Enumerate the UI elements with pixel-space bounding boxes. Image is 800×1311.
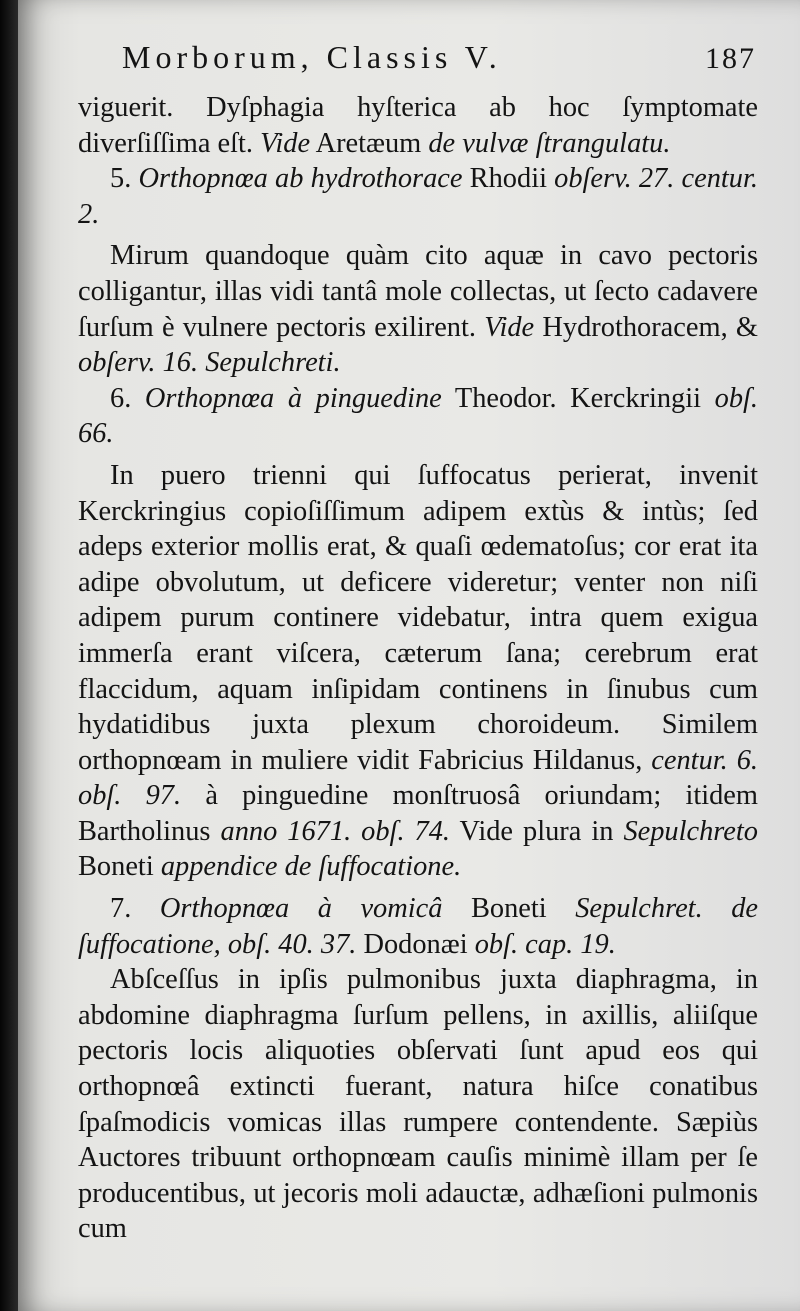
italic-run: obſ. 66. [78, 382, 759, 450]
italic-run: obſerv. 27. centur. 2. [78, 163, 758, 230]
page-number: 187 [705, 42, 756, 75]
text-run: Hydrothoracem, & [534, 311, 758, 343]
text-run: 5. [110, 163, 139, 195]
italic-run: Orthopnœa à vomicâ [159, 893, 443, 925]
italic-run: centur. 6. obſ. 97. [78, 744, 758, 812]
text-run: Vide plura in [450, 815, 624, 847]
text-run: Boneti [78, 851, 161, 883]
text-run: Dodonæi [356, 928, 475, 960]
section-heading-5 [78, 161, 758, 232]
text-run: Mirum quandoque quàm cito aquæ in cavo pectoris colligantur, illas vidi tantâ mole collectas, ut ſecto cadavere ſurſum è vulnere pectoris exilirent. [78, 240, 758, 343]
section-heading-7 [78, 891, 758, 962]
italic-run: Sepulchret. de ſuffocatione, obſ. 40. 37. [78, 893, 759, 960]
page-text [78, 40, 758, 1247]
text-run: Rhodii [462, 163, 555, 195]
paragraph-hydrothorax [78, 238, 758, 380]
section-heading-6 [78, 381, 758, 452]
running-title: Morborum, Classis V. [122, 39, 502, 75]
text-run: 7. [110, 893, 160, 925]
italic-run: Vide [260, 127, 311, 159]
text-run: Abſceſſus in ipſis pulmonibus juxta diaphragma, in abdomine diaphragma ſurſum pellens, in axillis, aliiſque pectoris locis aliquoties obſervati ſunt apud eos qui orthopnœâ extincti fuerant, natura hiſce conatibus ſpaſmodicis vomicas illas rumpere contendente. Sæpiùs Auctores tribuunt orthopnœam cauſis minimè illam per ſe producentibus, ut jecoris moli adauctæ, adhæſioni pulmonis cum [78, 964, 758, 1245]
italic-run: Sepulchreto [623, 815, 758, 847]
italic-run: obſ. cap. 19. [474, 928, 616, 960]
text-run: In puero trienni qui ſuffocatus perierat, invenit Kerckringius copioſiſſimum adipem extùs & intùs; ſed adeps exterior mollis erat, & quaſi œdematoſus; cor erat ita adipe obvolutum, ut deficere videretur; venter non niſi adipem purum continere videbatur, intra quem exigua immerſa erant viſcera, cæterum ſana; cerebrum erat flaccidum, aquam inſipidam continens in ſinubus cum hydatidibus juxta plexum choroideum. Similem orthopnœam in muliere vidit Fabricius Hildanus, [78, 459, 758, 776]
italic-run: obſerv. 16. Sepulchreti. [78, 347, 341, 379]
text-run: Boneti [442, 893, 576, 925]
text-run: 6. [110, 382, 145, 414]
paragraph-continuation [78, 90, 758, 161]
italic-run: Orthopnœa ab hydrothorace [138, 163, 463, 195]
italic-run: appendice de ſuffocatione. [160, 851, 462, 883]
text-run: à pinguedine monſtruosâ oriundam; itidem Bartholinus [78, 780, 758, 847]
text-run: Aretæum [310, 127, 429, 159]
paragraph-vomica [78, 962, 758, 1247]
text-run: Theodor. Kerckringii [441, 382, 715, 414]
italic-run: Vide [484, 311, 535, 343]
page-binding-shadow [0, 0, 18, 1311]
text-run: viguerit. Dyſphagia hyſterica ab hoc ſymptomate diverſiſſima eſt. [78, 92, 758, 159]
italic-run: Orthopnœa à pinguedine [144, 382, 442, 414]
italic-run: anno 1671. obſ. 74. [220, 815, 451, 847]
book-page [18, 0, 800, 1311]
paragraph-pinguedine [78, 458, 758, 885]
running-header [78, 40, 758, 90]
italic-run: de vulvæ ſtrangulatu. [428, 127, 671, 159]
